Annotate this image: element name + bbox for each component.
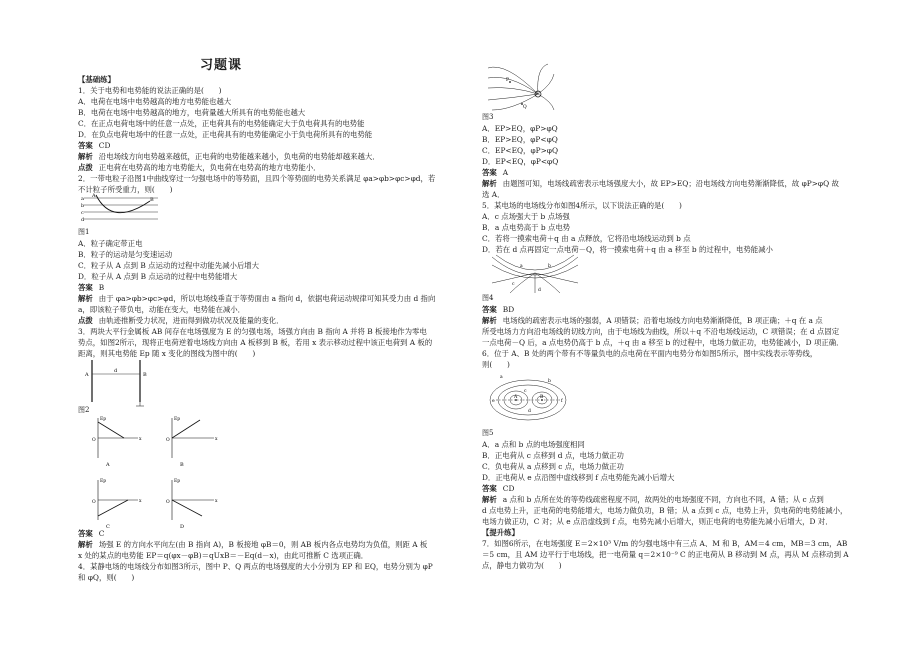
answer-label: 答案 <box>482 305 497 314</box>
q4-analysis: 由题图可知，电场线疏密表示电场强度大小，故 EP>EQ；沿电场线方向电势渐渐降低，故 φP>φQ 故 <box>502 179 839 188</box>
graph-d-xlabel: x <box>215 499 218 504</box>
q2-block <box>78 227 458 359</box>
q5-stem: 5．某电场的电场线分布如图4所示，以下说法正确的是( ) <box>482 201 682 210</box>
graph-a-ylabel: Ep <box>100 417 107 422</box>
q1-option: B．电荷在电场中电势越高的地方，电荷量越大所具有的电势能也越大 <box>78 108 306 117</box>
q3-answer-block <box>78 528 458 583</box>
q1-block <box>78 74 458 195</box>
graph-a-origin: O <box>92 438 96 443</box>
fig4-caption: 图4 <box>482 294 494 302</box>
fig5-label-B: B <box>540 395 544 400</box>
q1-stem: 1．关于电势和电势能的说法正确的是( ) <box>78 86 222 95</box>
q6-option: B．正电荷从 c 点移到 d 点，电场力做正功 <box>482 451 624 460</box>
q6-analysis: a 点和 b 点所在处的等势线疏密程度不同，故两处的电场强度不同，方向也不同，A 错；从 c 点到 <box>502 495 824 504</box>
q4-option: A．EP>EQ，φP>φQ <box>482 124 558 133</box>
q2-tip: 由轨迹推断受力状况，进而得到做功状况及能量的变化． <box>98 316 284 325</box>
q5-answer-block <box>482 293 862 370</box>
fig5-label-A: A <box>514 395 518 400</box>
analysis-label: 解析 <box>78 152 93 161</box>
fig4-label-b: b <box>548 264 551 269</box>
tip-label: 点拨 <box>78 163 93 172</box>
graph-b-xlabel: x <box>215 437 218 442</box>
q6-option: A．a 点和 b 点的电场强度相同 <box>482 440 585 449</box>
graph-b-label: B <box>180 462 184 468</box>
figure-4 <box>490 253 580 295</box>
fig5-caption: 图5 <box>482 429 494 437</box>
q2-answer: B <box>98 283 105 292</box>
answer-label: 答案 <box>78 529 93 538</box>
q6-stem: 6．位于 A、B 处的两个带有不等量负电的点电荷在平面内电势分布如图5所示，图中实线表示等势线， <box>482 349 818 358</box>
fig1-label-b: b <box>81 203 85 209</box>
answer-label: 答案 <box>482 484 497 493</box>
q5-option: C．若将一摸索电荷＋q 由 a 点释放，它将沿电场线运动到 b 点 <box>482 234 691 243</box>
figure-3 <box>486 62 556 112</box>
q3-stem: 势点，如图2所示，现将正电荷逆着电场线方向由 A 板移到 B 板，若用 x 表示移动过程中该正电荷到 A 板的 <box>78 338 433 347</box>
analysis-label: 解析 <box>482 316 497 325</box>
q3-stem: 距离，则其电势能 Ep 随 x 变化的图线为图中的( ) <box>78 349 256 358</box>
q5-analysis-cont: 所受电场力方向沿电场线的切线方向，由于电场线为曲线，所以＋q 不沿电场线运动，C 项错误；在 d 点固定 <box>482 327 840 336</box>
fig3-label-P: P <box>506 78 510 83</box>
q2-option: B．粒子的运动是匀变速运动 <box>78 250 173 259</box>
q4-stem: 4．某静电场的电场线分布如图3所示，图中 P、Q 两点的电场强度的大小分别为 EP 和 EQ，电势分别为 φP <box>78 562 433 571</box>
q6-option: D．正电荷从 e 点沿图中虚线移到 f 点电势能先减小后增大 <box>482 473 675 482</box>
graph-b-ylabel: Ep <box>174 417 181 422</box>
fig1-label-A: A <box>92 193 96 199</box>
q6-option: C．负电荷从 a 点移到 c 点，电场力做正功 <box>482 462 624 471</box>
figure-1 <box>82 193 162 229</box>
q2-option: A．粒子确定带正电 <box>78 239 143 248</box>
q2-analysis: 由于 φa>φb>φc>φd，所以电场线垂直于等势面由 a 指向 d，依据电荷运动规律可知其受力由 d 指向 <box>98 294 436 303</box>
graph-c-origin: O <box>92 500 96 505</box>
graph-a-label: A <box>106 462 110 468</box>
q6-analysis-cont: d 点电势上升，正电荷的电势能增大，电场力做负功，B 错；从 a 点到 c 点，电势上升，负电荷的电势能减小， <box>482 506 848 515</box>
q5-option: D．若在 d 点再固定一点电荷－Q，将一摸索电荷＋q 由 a 移至 b 的过程中，电势能减小 <box>482 245 773 254</box>
analysis-label: 解析 <box>78 540 93 549</box>
q5-option: B．a 点电势高于 b 点电势 <box>482 223 571 232</box>
section-improve: 【提升练】 <box>482 528 519 537</box>
answer-label: 答案 <box>482 168 497 177</box>
q6-answer: CD <box>502 484 515 493</box>
q3-answer: C <box>98 529 105 538</box>
q5-answer: BD <box>502 305 515 314</box>
graph-d-ylabel: Ep <box>174 479 181 484</box>
graphs-ab <box>84 414 234 468</box>
fig5-label-e: e <box>492 399 495 404</box>
q7-stem: 点，静电力做功为( ) <box>482 561 562 570</box>
q2-stem: 不计粒子所受重力，则( ) <box>78 185 173 194</box>
graph-c-ylabel: Ep <box>100 479 107 484</box>
fig1-label-c: c <box>81 210 84 216</box>
q1-option: A．电荷在电场中电势越高的地方电势能也越大 <box>78 97 232 106</box>
fig4-label-a: a <box>520 264 523 269</box>
section-basic: 【基础练】 <box>78 75 115 84</box>
graph-a-xlabel: x <box>139 437 142 442</box>
fig5-label-d: d <box>528 409 531 414</box>
graph-d-origin: O <box>166 500 170 505</box>
q4-answer: A <box>502 168 509 177</box>
fig1-label-d: d <box>81 217 85 223</box>
q2-option: D．粒子从 A 点到 B 点运动的过程中电势能增大 <box>78 272 238 281</box>
q1-answer: CD <box>98 141 111 150</box>
answer-label: 答案 <box>78 141 93 150</box>
graph-c-label: C <box>106 524 110 530</box>
fig5-label-f: f <box>561 399 563 404</box>
graphs-cd <box>84 476 234 530</box>
fig2-label-d: d <box>114 368 118 374</box>
q4-block <box>482 112 862 255</box>
fig3-label-Q: Q <box>523 105 527 110</box>
fig5-label-c: c <box>524 389 527 394</box>
fig2-label-B: B <box>143 372 147 378</box>
q3-analysis: 场强 E 的方向水平向左(由 B 指向 A)，B 板接地 φB＝0，则 AB 板内各点电势均为负值，则距 A 板 <box>98 540 428 549</box>
analysis-label: 解析 <box>482 179 497 188</box>
fig2-label-A: A <box>85 372 89 378</box>
q4-stem: 和 φQ，则( ) <box>78 573 135 582</box>
q4-option: B．EP>EQ，φP<φQ <box>482 135 558 144</box>
q1-analysis: 沿电场线方向电势越来越低，正电荷的电势能越来越小，负电荷的电势能却越来越大． <box>98 152 380 161</box>
fig1-label-B: B <box>150 197 154 203</box>
q1-option: D．在负点电荷电场中的任意一点处，正电荷具有的电势能确定小于负电荷所具有的电势能 <box>78 130 373 139</box>
q6-block <box>482 428 862 571</box>
fig1-label-a: a <box>81 196 84 202</box>
q5-analysis-cont: 一点电荷－Q 后，a 点电势仍高于 b 点，＋q 由 a 移至 b 的过程中，电场力做正功，电势能减小，D 项正确． <box>482 338 844 347</box>
analysis-label: 解析 <box>482 495 497 504</box>
q1-tip: 正电荷在电势高的地方电势能大，负电荷在电势高的地方电势能小． <box>98 163 321 172</box>
q7-stem: 7．如图6所示，在电场强度 E＝2×10³ V/m 的匀强电场中有三点 A、M 和 B，AM＝4 cm，MB＝3 cm，AB <box>482 539 848 548</box>
fig5-label-b: b <box>548 379 551 384</box>
q5-option: A．c 点场强大于 b 点场强 <box>482 212 570 221</box>
page-title: 习题课 <box>200 58 243 73</box>
q7-stem: ＝5 cm，且 AM 边平行于电场线，把一电荷量 q＝2×10⁻⁹ C 的正电荷从 B 移动到 M 点，再从 M 点移动到 A <box>482 550 849 559</box>
graph-b-origin: O <box>166 438 170 443</box>
fig4-label-c: c <box>512 282 515 287</box>
q4-option: C．EP<EQ，φP>φQ <box>482 146 559 155</box>
fig1-caption: 图1 <box>78 228 90 236</box>
graph-c-xlabel: x <box>139 499 142 504</box>
fig4-label-d: d <box>538 288 541 293</box>
q3-analysis-cont: x 处的某点的电势能 EP＝q(φx－φB)＝qUxB＝－Eq(d－x)，由此可推断 C 选项正确． <box>78 551 369 560</box>
analysis-label: 解析 <box>78 294 93 303</box>
q2-option: C．粒子从 A 点到 B 点运动的过程中动能先减小后增大 <box>78 261 260 270</box>
q2-stem: 2．一带电粒子沿图1中曲线穿过一匀强电场中的等势面，且四个等势面的电势关系满足 φa>φb>φc>φd，若 <box>78 174 436 183</box>
q5-analysis: 电场线的疏密表示电场的强弱，A 项错误；沿着电场线方向电势渐渐降低，B 项正确；＋q 在 a 点 <box>502 316 823 325</box>
tip-label: 点拨 <box>78 316 93 325</box>
figure-2 <box>84 356 154 408</box>
q6-stem: 则( ) <box>482 360 510 369</box>
fig2-caption: 图2 <box>78 406 90 414</box>
q3-stem: 3．两块大平行金属板 AB 间存在电场强度为 E 的匀强电场，场强方向由 B 指向 A 并将 B 板接地作为零电 <box>78 327 427 336</box>
figure-5 <box>488 372 568 428</box>
graph-d-label: D <box>180 524 185 530</box>
q1-option: C．在正点电荷电场中的任意一点处，正电荷具有的电势能确定大于负电荷具有的电势能 <box>78 119 365 128</box>
q6-analysis-cont: 电场力做正功，C 对；从 e 点沿虚线到 f 点，电势先减小后增大，则正电荷的电势能先减小后增大，D 对． <box>482 517 833 526</box>
q4-analysis-cont: 选 A． <box>482 190 505 199</box>
q4-option: D．EP<EQ，φP<φQ <box>482 157 559 166</box>
fig3-caption: 图3 <box>482 113 494 121</box>
q2-analysis-cont: a，即该粒子带负电，动能在变大，电势能在减小． <box>78 305 246 314</box>
answer-label: 答案 <box>78 283 93 292</box>
fig5-label-a: a <box>500 375 503 380</box>
